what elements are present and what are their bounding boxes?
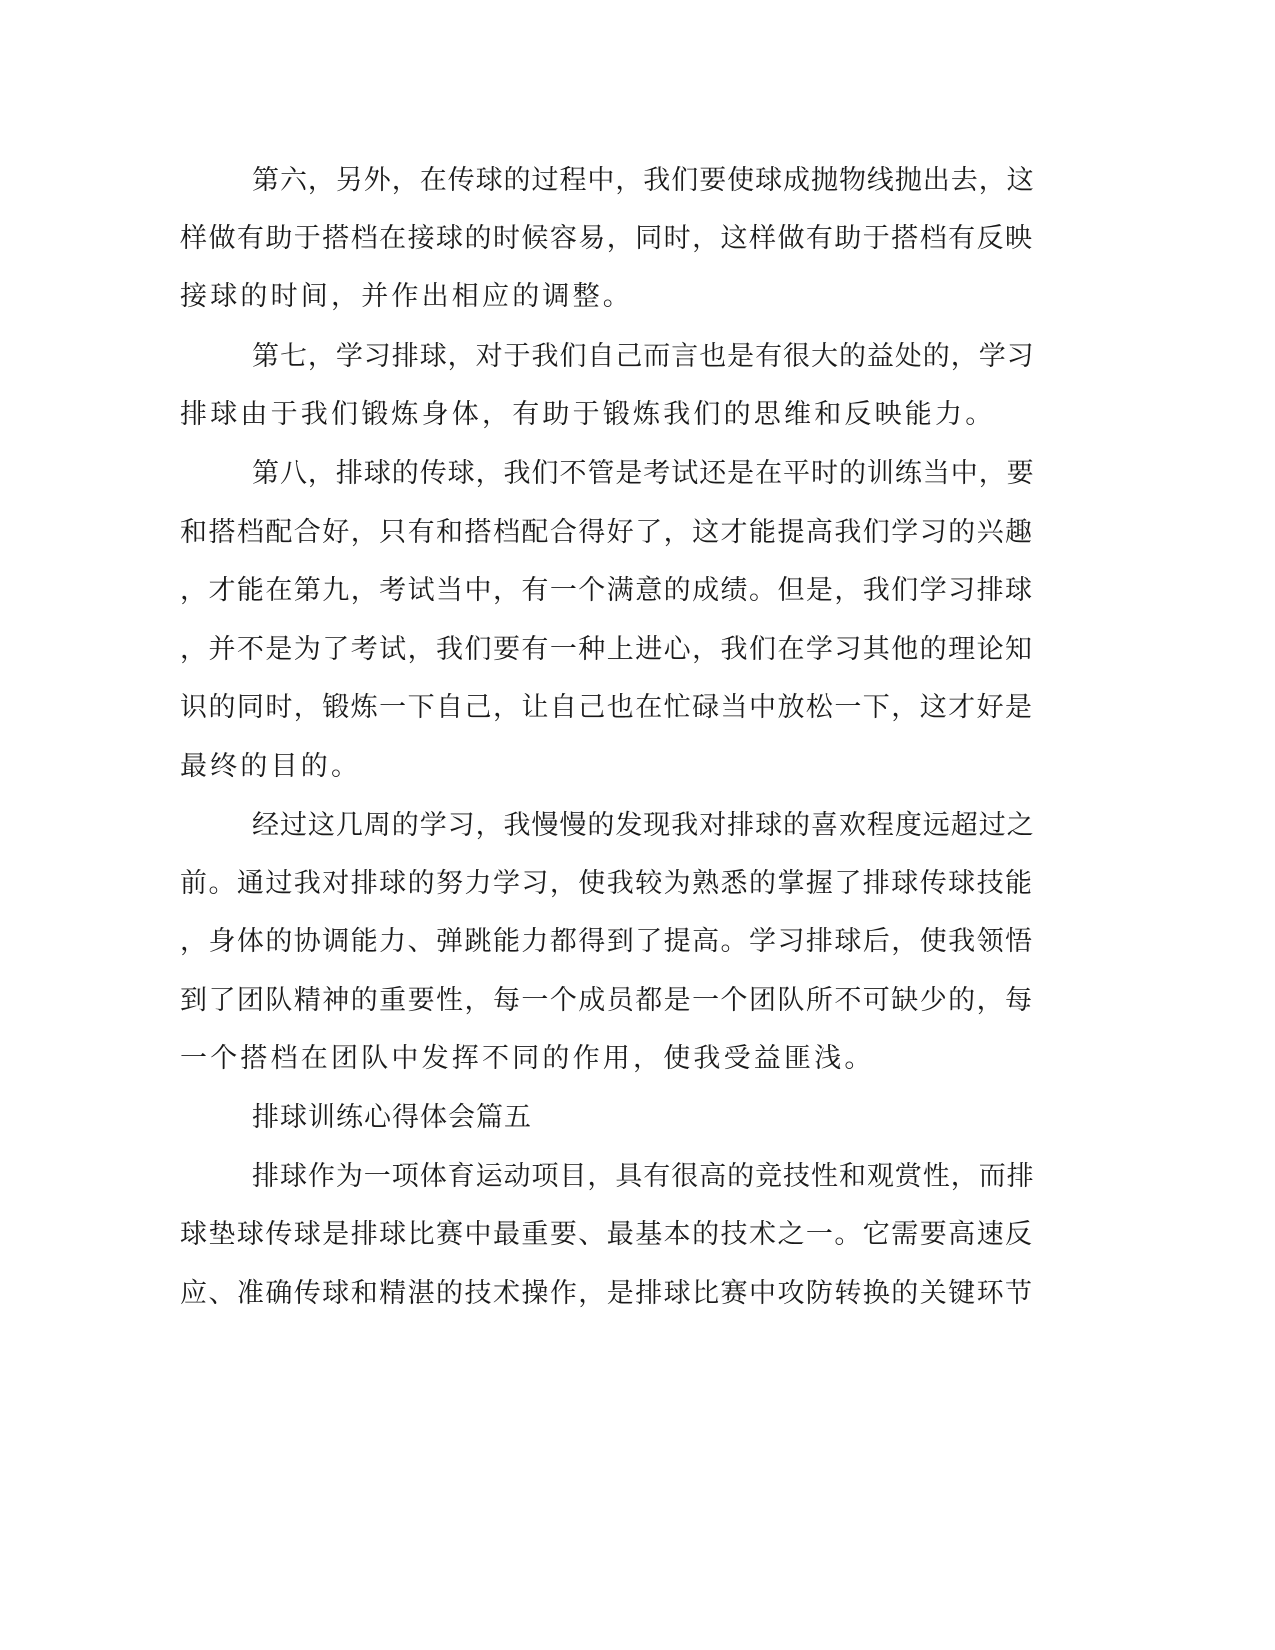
text-line: 最终的目的。 <box>180 751 362 782</box>
text-line: 和搭档配合好，只有和搭档配合得好了，这才能提高我们学习的兴趣 <box>180 517 1034 548</box>
text-line: 接球的时间，并作出相应的调整。 <box>180 281 633 312</box>
text-line: 样做有助于搭档在接球的时候容易，同时，这样做有助于搭档有反映 <box>180 223 1034 254</box>
text-line: 球垫球传球是排球比赛中最重要、最基本的技术之一。它需要高速反 <box>180 1219 1034 1250</box>
text-line: 前。通过我对排球的努力学习，使我较为熟悉的掌握了排球传球技能 <box>180 868 1034 899</box>
text-line: 应、准确传球和精湛的技术操作，是排球比赛中攻防转换的关键环节 <box>180 1278 1034 1309</box>
text-line: 第八，排球的传球，我们不管是考试还是在平时的训练当中，要 <box>252 458 1035 489</box>
text-line: 经过这几周的学习，我慢慢的发现我对排球的喜欢程度远超过之 <box>252 810 1035 841</box>
text-line: 排球作为一项体育运动项目，具有很高的竞技性和观赏性，而排 <box>252 1161 1035 1192</box>
text-line: 第六，另外，在传球的过程中，我们要使球成抛物线抛出去，这 <box>252 165 1035 196</box>
text-line: ，才能在第九，考试当中，有一个满意的成绩。但是，我们学习排球 <box>180 575 1034 606</box>
text-line: 到了团队精神的重要性，每一个成员都是一个团队所不可缺少的，每 <box>180 985 1034 1016</box>
text-line: ，身体的协调能力、弹跳能力都得到了提高。学习排球后，使我领悟 <box>180 926 1034 957</box>
section-heading: 排球训练心得体会篇五 <box>252 1102 532 1133</box>
text-line: 识的同时，锻炼一下自己，让自己也在忙碌当中放松一下，这才好是 <box>180 692 1034 723</box>
text-line: 一个搭档在团队中发挥不同的作用，使我受益匪浅。 <box>180 1043 875 1074</box>
text-line: ，并不是为了考试，我们要有一种上进心，我们在学习其他的理论知 <box>180 634 1034 665</box>
text-line: 第七，学习排球，对于我们自己而言也是有很大的益处的，学习 <box>252 341 1035 372</box>
text-line: 排球由于我们锻炼身体，有助于锻炼我们的思维和反映能力。 <box>180 399 996 430</box>
